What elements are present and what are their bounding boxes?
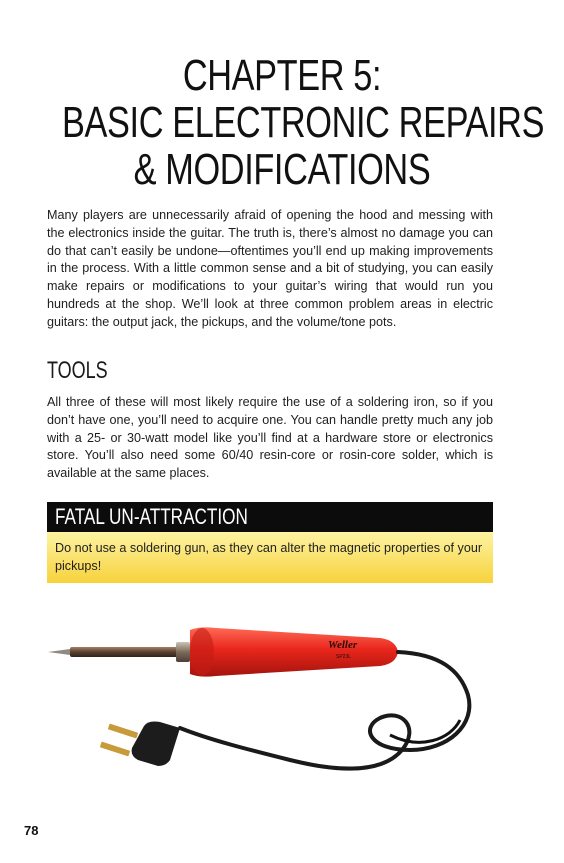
plug-prong-top bbox=[108, 724, 138, 739]
iron-model-label: SP23L bbox=[336, 654, 352, 660]
page-number: 78 bbox=[24, 823, 39, 838]
chapter-title-line-3: & MODIFICATIONS bbox=[133, 145, 431, 194]
plug-prong-bottom bbox=[100, 742, 130, 757]
section-heading-tools: TOOLS bbox=[47, 357, 108, 384]
chapter-title-line-1: CHAPTER 5: bbox=[182, 51, 382, 100]
tools-paragraph: All three of these will most likely require the use of a soldering iron, so if you don’t have one, you’ll need to acquire one. You can handle pretty much any job with a 25- or 30-watt model like you’ll find at a hardware store or electronics store. You’ll also need some 60/40 resin-core or rosin-core solder, which is available at the same places. bbox=[47, 395, 493, 481]
iron-handle bbox=[190, 627, 398, 676]
intro-paragraph: Many players are unnecessarily afraid of opening the hood and messing with the electronics inside the guitar. The truth is, there’s almost no damage you can do that can’t easily be undone—oftentimes you’ll end up making improvements in the process. With a little common sense and a bit of studying, you can easily make repairs or modifications to your guitar’s wiring that would run you hundreds at the shop. We’ll look at three common problem areas in electric guitars: the output jack, the pickups, and the volume/tone pots. bbox=[47, 208, 493, 329]
callout-text: Do not use a soldering gun, as they can alter the magnetic properties of your pickups! bbox=[47, 532, 493, 583]
iron-barrel bbox=[70, 647, 178, 657]
chapter-title bbox=[62, 51, 545, 194]
callout-heading bbox=[47, 502, 493, 532]
iron-collar bbox=[176, 642, 190, 662]
callout-heading-text: FATAL UN-ATTRACTION bbox=[55, 504, 248, 529]
iron-tip bbox=[48, 649, 70, 655]
power-plug bbox=[132, 722, 180, 767]
callout-box bbox=[47, 502, 493, 583]
iron-handle-front-ring bbox=[190, 628, 214, 676]
iron-brand-label: Weller bbox=[328, 639, 358, 651]
soldering-iron-image bbox=[40, 600, 510, 810]
chapter-title-line-2: BASIC ELECTRONIC REPAIRS bbox=[62, 98, 545, 147]
